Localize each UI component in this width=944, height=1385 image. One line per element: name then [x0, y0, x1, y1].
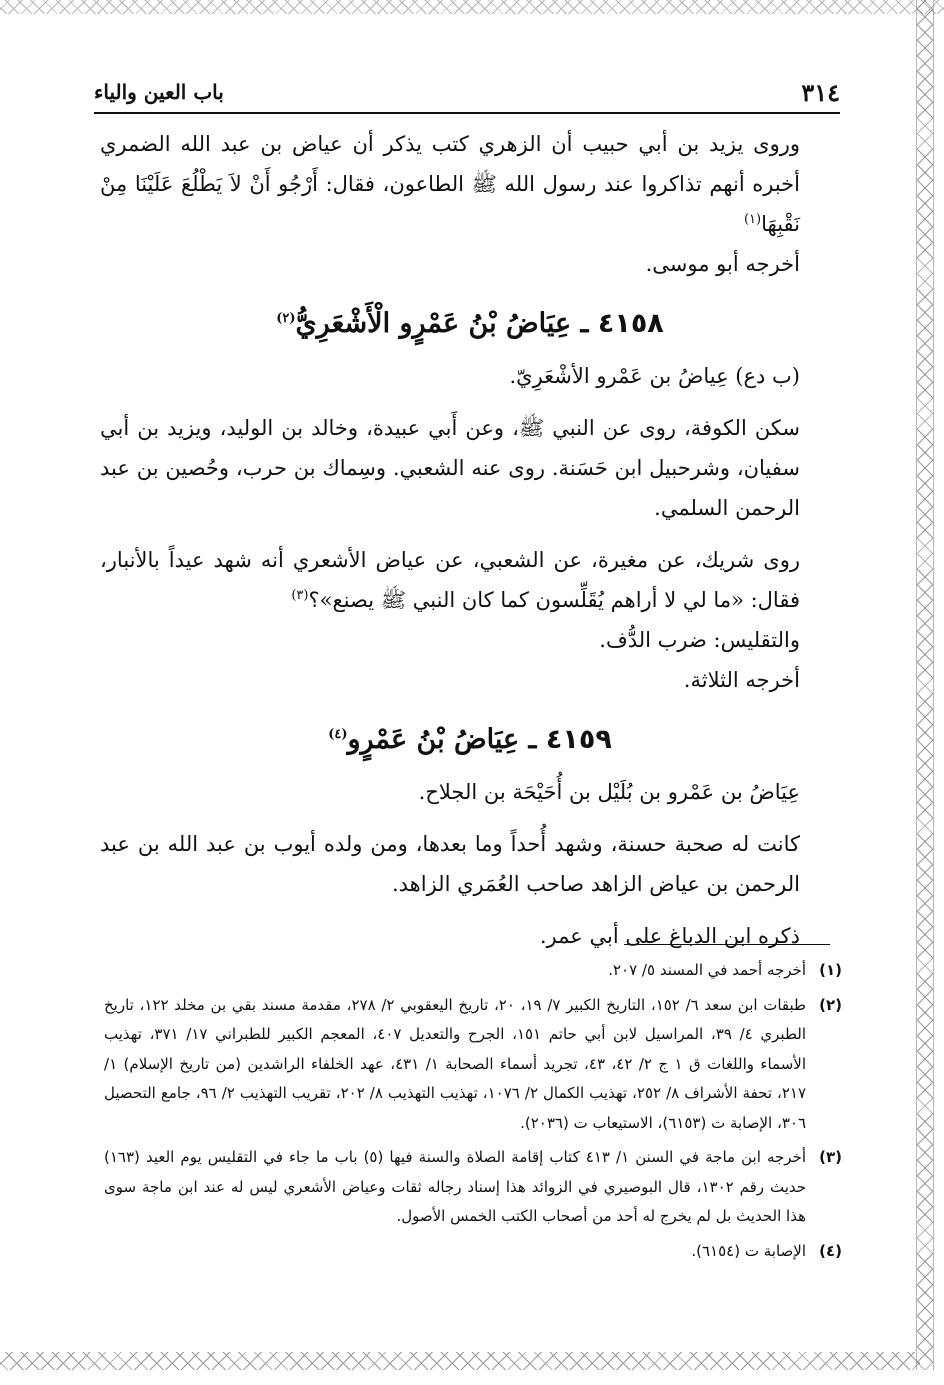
footnote [104, 1143, 842, 1232]
footnote-mark: (٣) [819, 1148, 842, 1166]
takhrij-abu-musa: أخرجه أبو موسى. [645, 252, 800, 276]
decorative-border-bottom [0, 1352, 920, 1370]
entry-name-line: (ب دع) عِياضُ بن عَمْرو الأشْعَرِيّ. [509, 364, 800, 388]
decorative-border-top [0, 0, 944, 14]
entry-number: ٤١٥٨ [597, 308, 664, 339]
footnote-text: أخرجه ابن ماجة في السنن ١/ ٤١٣ كتاب إقامة الصلاة والسنة فيها (٥) باب ما جاء في التقليس يوم العيد (١٦٣) حديث رقم ١٣٠٢، قال البوصيري في الزوائد هذا إسناد رجاله ثقات وعياض الأشعري ليس له عند ابن ماجة سوى هذا الحديث بل لم يخرج له أحد من أصحاب الكتب الخمس الأصول. [104, 1148, 807, 1225]
footnote-separator [624, 944, 830, 945]
main-text [100, 124, 840, 956]
footnote-ref-4: (٤) [328, 727, 348, 742]
footnote [104, 956, 842, 986]
entry-title: ـ عِيَاضُ بْنُ عَمْرٍو الْأَشْعَرِيُّ [295, 308, 589, 339]
footnote [104, 991, 842, 1139]
paragraph-zuhri: وروى يزيد بن أبي حبيب أن الزهري كتب يذكر أن عياض بن عبد الله الضمري أخبره أنهم تذاكروا عند رسول الله ﷺ الطاعون، فقال: أَرْجُو أَنْ لاَ يَطْلُعَ عَلَيْنَا مِنْ نَقْبِهَا$^{(١)}$ [100, 132, 800, 236]
definition-line: والتقليس: ضرب الدُّف. [599, 628, 800, 652]
entry-paragraph: كانت له صحبة حسنة، وشهد أُحداً وما بعدها، ومن ولده أيوب بن عبد الله بن عبد الرحمن بن عياض الزاهد صاحب العُمَري الزاهد. [100, 832, 800, 896]
footnotes [104, 956, 842, 1271]
entry-heading-4159 [100, 720, 840, 760]
entry-paragraph: روى شريك، عن مغيرة، عن الشعبي، عن عياض الأشعري أنه شهد عيداً بالأنبار، فقال: «ما لي لا أراهم يُقَلِّسون كما كان النبي ﷺ يصنع»؟$^{(٣)}$ [100, 548, 800, 612]
footnote-mark: (١) [819, 961, 842, 979]
page-header [94, 76, 840, 114]
takhrij-line: ذكره ابن الدباغ على أبي عمر. [539, 924, 800, 948]
footnote-text: طبقات ابن سعد ٦/ ١٥٢، التاريخ الكبير ٧/ ١٩، ٢٠، تاريخ اليعقوبي ٢/ ٢٧٨، مقدمة مسند بقي بن مخلد ١٢٢، تاريخ الطبري ٤/ ٣٩، المراسيل لابن أبي حاتم ١٥١، الجرح والتعديل ٤٠٧، المعجم الكبير للطبراني ١٧/ ٣٧١، تهذيب الأسماء واللغات ق ١ ج ٢/ ٤٢، ٤٣، تجريد أسماء الصحابة ١/ ٤٣١، عهد الخلفاء الراشدين (من تاريخ الإسلام) ١/ ٢١٧، تحفة الأشراف ٨/ ٢٥٢، تهذيب الكمال ٢/ ١٠٧٦، تهذيب التهذيب ٨/ ٢٠٢، تقريب التهذيب ٢/ ٩٦، جامع التحصيل ٣٠٦، الإصابة ت (٦١٥٣)، الاستيعاب ت (٢٠٣٦). [104, 995, 807, 1132]
entry-title: ـ عِيَاضُ بْنُ عَمْرٍو [347, 724, 537, 755]
footnote [104, 1237, 842, 1267]
entry-number: ٤١٥٩ [545, 724, 612, 755]
footnote-text: الإصابة ت (٦١٥٤). [691, 1241, 806, 1260]
chapter-title: باب العين والياء [94, 80, 224, 104]
footnote-mark: (٢) [819, 995, 842, 1014]
footnote-text: أخرجه أحمد في المسند ٥/ ٢٠٧. [608, 961, 806, 979]
footnote-ref-1: (١) [743, 212, 762, 227]
footnote-ref-2: (٢) [276, 311, 296, 326]
entry-heading-4158 [100, 304, 840, 344]
entry-paragraph: سكن الكوفة، روى عن النبي ﷺ، وعن أَبي عبيدة، وخالد بن الوليد، ويزيد بن أبي سفيان، وشرحبيل ابن حَسَنة. روى عنه الشعبي. وسِماك بن حرب، وحُصين بن عبد الرحمن السلمي. [100, 416, 800, 520]
footnote-mark: (٤) [819, 1241, 842, 1260]
takhrij-line: أخرجه الثلاثة. [683, 668, 800, 692]
decorative-border-right [916, 0, 934, 1370]
entry-name-line: عِيَاضُ بن عَمْرو بن بُلَيْل بن أُحَيْحَة بن الجلاح. [418, 780, 800, 804]
page-number: ٣١٤ [801, 78, 840, 107]
footnote-ref-3: (٣) [291, 588, 309, 603]
